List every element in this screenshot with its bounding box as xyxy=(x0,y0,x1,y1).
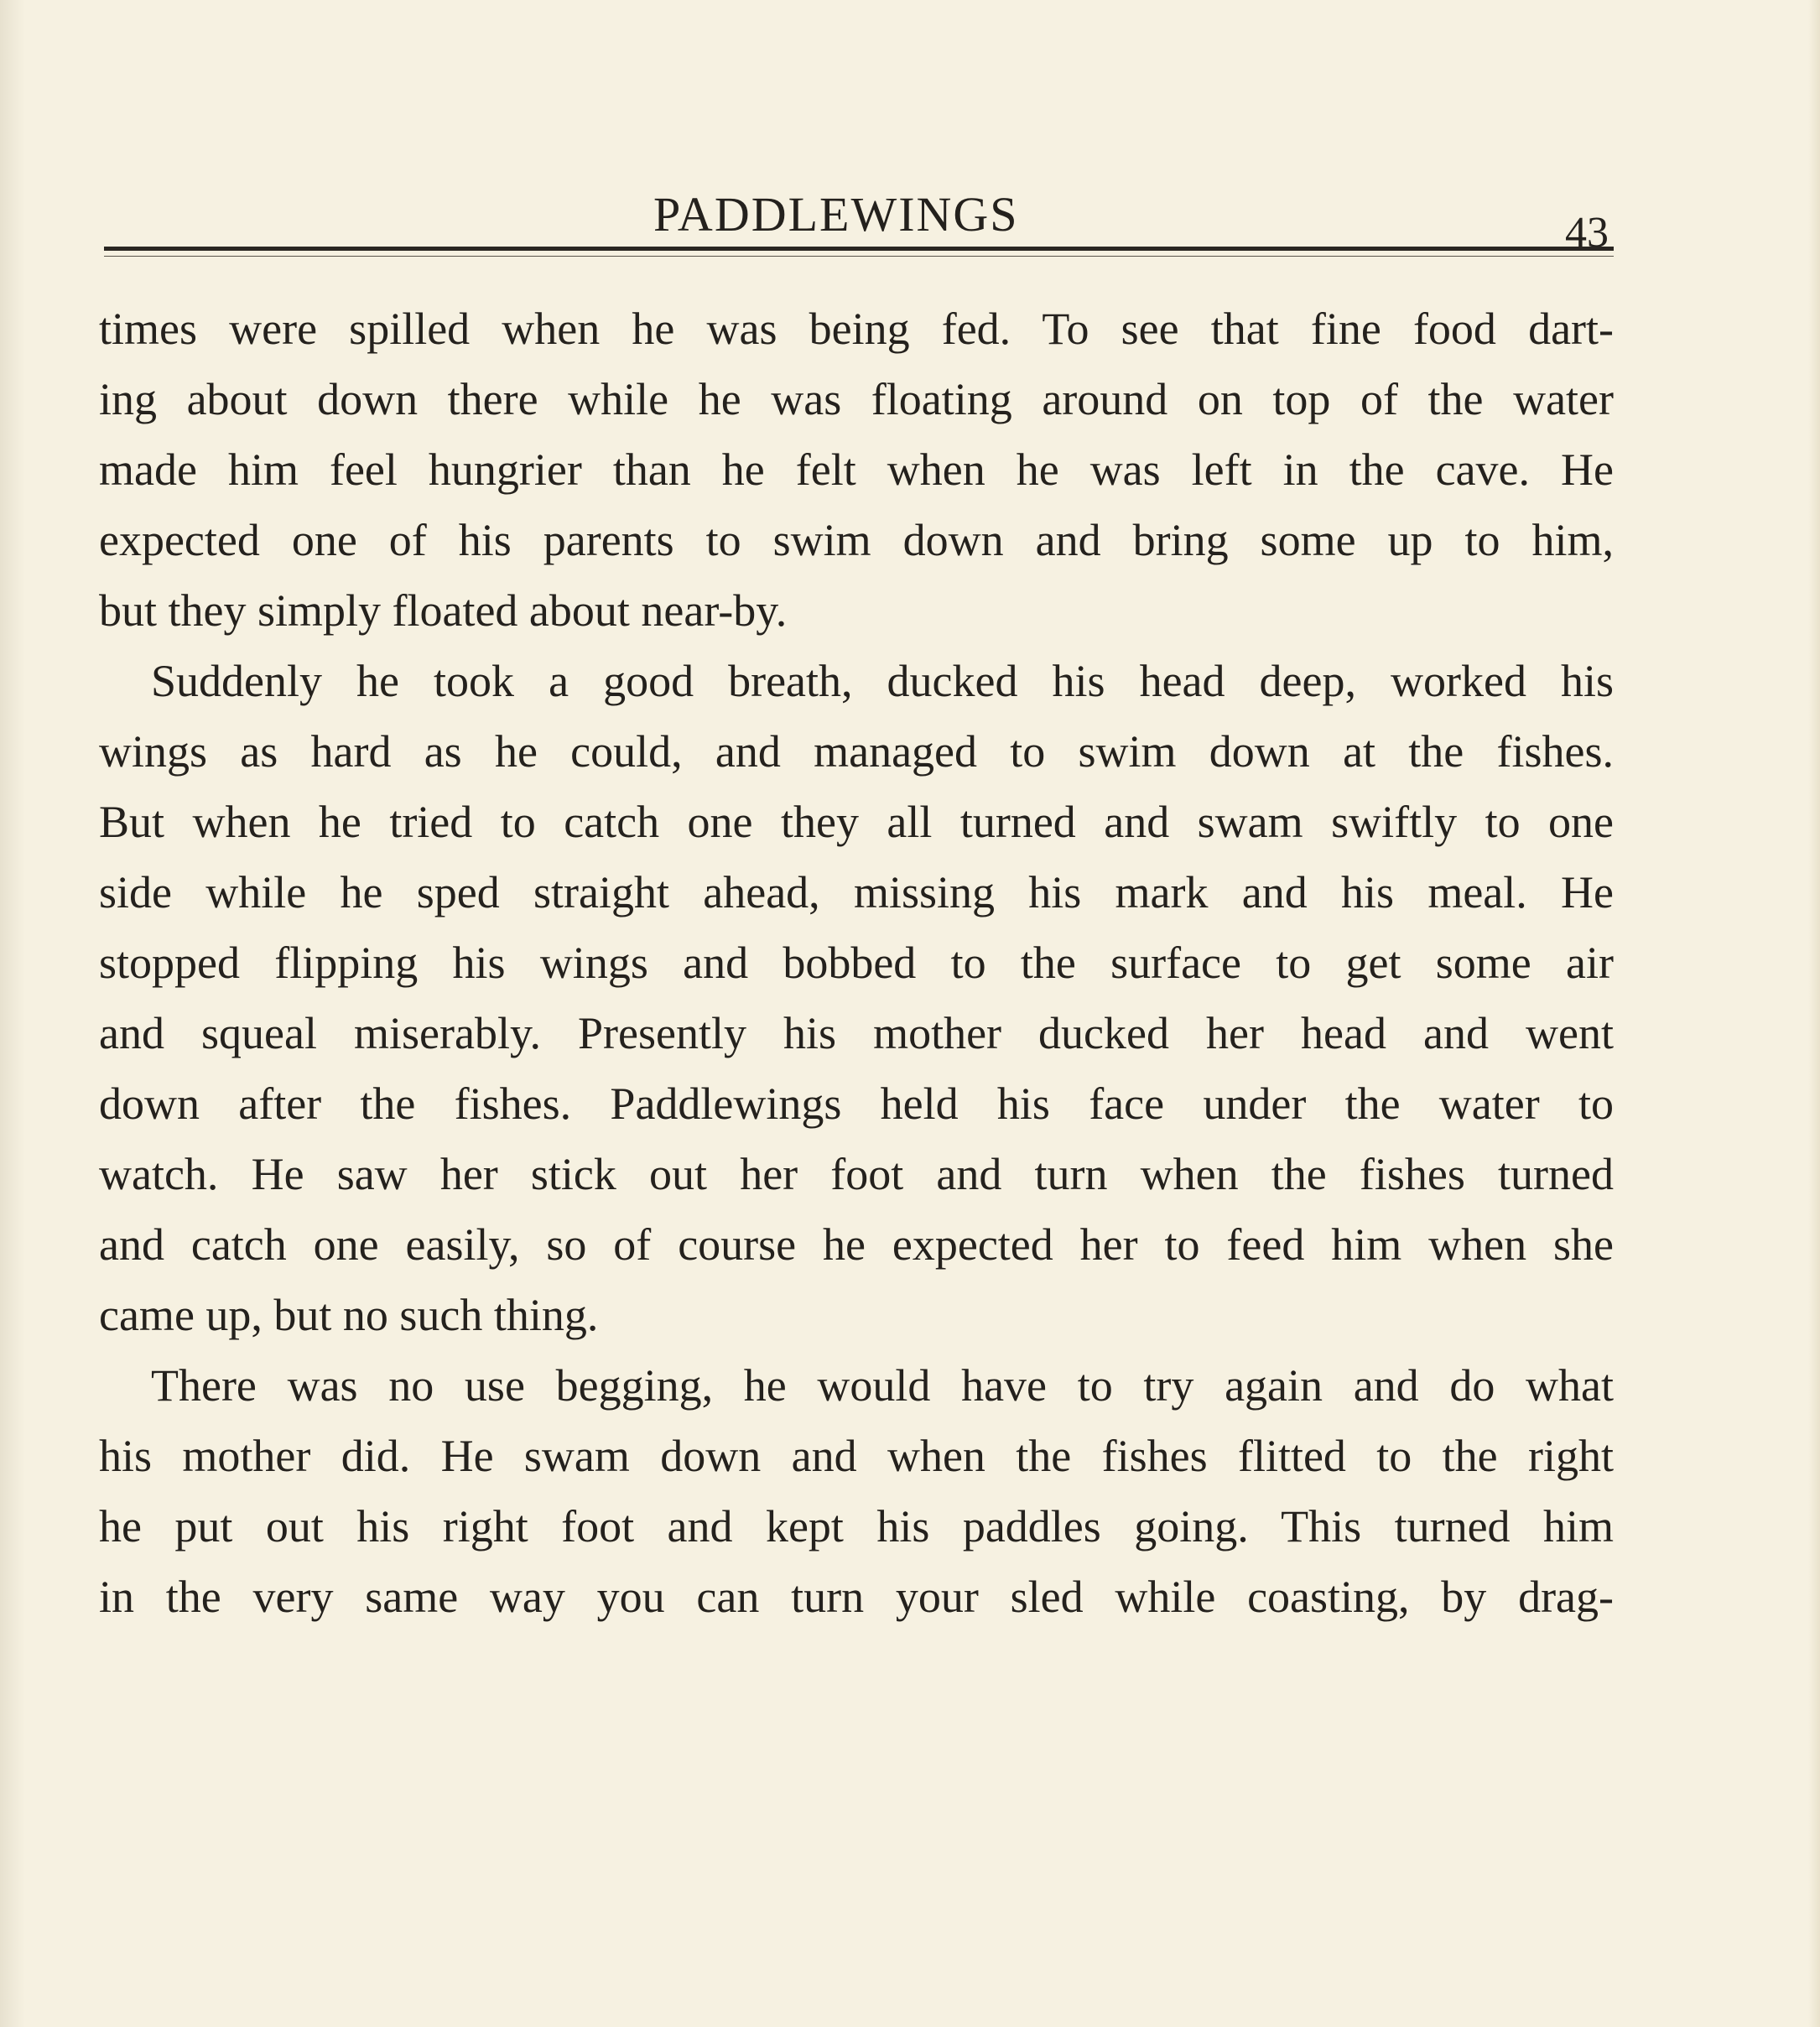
text-line: and squeal miserably. Presently his mother ducked her head and went xyxy=(99,1008,1614,1058)
page-edge-shadow-right xyxy=(1808,0,1820,2027)
text-line: side while he sped straight ahead, missing his mark and his meal. He xyxy=(99,867,1614,917)
body-text xyxy=(99,294,1614,1632)
text-line: stopped flipping his wings and bobbed to the surface to get some air xyxy=(99,938,1614,988)
text-line: Suddenly he took a good breath, ducked his head deep, worked his xyxy=(151,656,1614,706)
text-line: watch. He saw her stick out her foot and turn when the fishes turned xyxy=(99,1149,1614,1199)
text-line: but they simply floated about near-by. xyxy=(99,585,788,636)
text-line: wings as hard as he could, and managed to swim down at the fishes. xyxy=(99,726,1614,777)
running-title: PADDLEWINGS xyxy=(653,187,1019,242)
text-line: made him feel hungrier than he felt when he was left in the cave. He xyxy=(99,444,1614,495)
text-line: in the very same way you can turn your sled while coasting, by drag- xyxy=(99,1572,1614,1622)
page-edge-shadow-left xyxy=(0,0,25,2027)
text-line: he put out his right foot and kept his paddles going. This turned him xyxy=(99,1501,1614,1551)
text-line: and catch one easily, so of course he expected her to feed him when she xyxy=(99,1219,1614,1270)
text-line: came up, but no such thing. xyxy=(99,1290,599,1340)
text-line: times were spilled when he was being fed. To see that fine food dart- xyxy=(99,304,1614,354)
header-rule-fine xyxy=(104,256,1614,257)
header-rule xyxy=(104,247,1614,251)
page-number: 43 xyxy=(1565,209,1609,257)
text-line: But when he tried to catch one they all turned and swam swiftly to one xyxy=(99,797,1614,847)
text-line: ing about down there while he was floating around on top of the water xyxy=(99,374,1614,424)
text-line: expected one of his parents to swim down and bring some up to him, xyxy=(99,515,1614,565)
text-line: There was no use begging, he would have to try again and do what xyxy=(151,1360,1614,1411)
text-line: down after the fishes. Paddlewings held his face under the water to xyxy=(99,1078,1614,1129)
text-line: his mother did. He swam down and when the fishes flitted to the right xyxy=(99,1431,1614,1481)
